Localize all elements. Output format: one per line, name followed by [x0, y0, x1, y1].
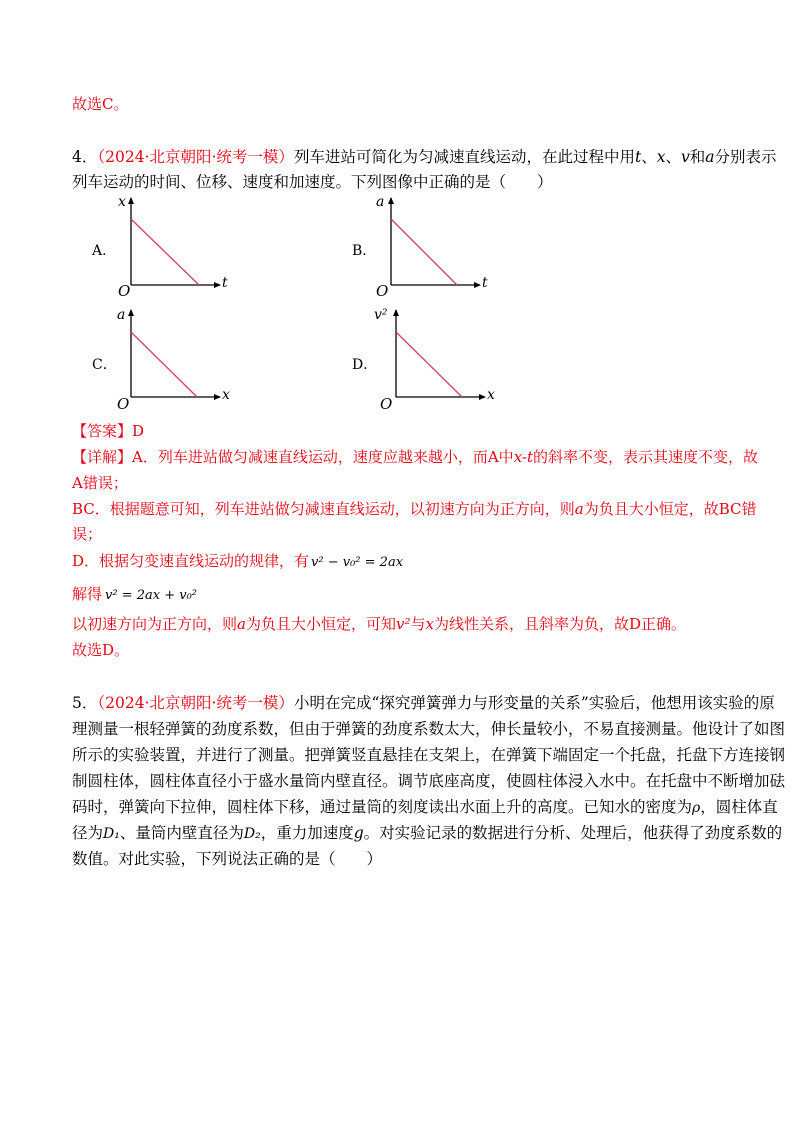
graph-d-y-label: v²	[374, 307, 388, 323]
option-d-label: D．	[352, 357, 378, 373]
q5-text: 、量筒内壁直径为	[119, 824, 244, 842]
var-x: x	[656, 148, 666, 166]
q4-detail-a	[72, 447, 758, 467]
detail-text: 为负且大小恒定，故BC错	[583, 500, 757, 518]
detail-text: D．根据匀变速直线运动的规律，有	[72, 552, 310, 570]
detail-text: A．列车进站做匀减速直线运动，速度应越来越小，而A中	[132, 448, 514, 466]
option-c-label: C．	[92, 357, 117, 373]
var-d1: D₁	[103, 826, 120, 842]
detail-text: 为线性关系，且斜率为负，故D正确。	[433, 615, 686, 633]
q4-stem-text: 分别表示	[714, 148, 777, 166]
q5-line2: 理测量一根轻弹簧的劲度系数，但由于弹簧的劲度系数太大，伸长量较小，不易直接测量。他设计了如图	[72, 720, 786, 738]
detail-text: 以初速方向为正方向，则	[72, 615, 238, 633]
q4-solve	[72, 584, 197, 606]
var-a: a	[237, 615, 246, 633]
q5-line3: 所示的实验装置，并进行了测量。把弹簧竖直悬挂在支架上，在弹簧下端固定一个托盘，托盘下方连接钢	[72, 746, 786, 764]
q4-stem-line2: 列车运动的时间、位移、速度和加速度。下列图像中正确的是（ ）	[72, 173, 553, 191]
var-xt: x-t	[513, 448, 533, 466]
graph-d	[396, 310, 485, 397]
q5-line7: 数值。对此实验，下列说法正确的是（ ）	[72, 850, 383, 868]
var-v2: v²	[395, 615, 411, 633]
option-b-label: B．	[352, 243, 377, 259]
q5-text: 码时，弹簧向下拉伸，圆柱体下移，通过量筒的刻度读出水面上升的高度。已知水的密度为	[72, 798, 693, 816]
graph-c-origin: O	[117, 395, 130, 413]
detail-head: 【详解】	[72, 448, 133, 466]
formula-kinematics: v² − v₀² = 2ax	[311, 555, 404, 570]
var-g: g	[353, 824, 364, 842]
graph-a-origin: O	[118, 282, 131, 300]
q5-text: 小明在完成“探究弹簧弹力与形变量的关系”实验后，他想用该实验的原	[293, 694, 775, 712]
detail-text: 为负且大小恒定，可知	[245, 615, 396, 633]
detail-text: 与	[410, 615, 426, 633]
q4-number: 4．	[72, 148, 98, 166]
formula-solution: v² = 2ax + v₀²	[105, 588, 198, 603]
var-d2: D₂	[243, 826, 261, 842]
graph-d-origin: O	[380, 395, 393, 413]
var-a: a	[574, 500, 584, 518]
graph-c	[131, 310, 220, 397]
q5-number: 5．	[72, 694, 98, 712]
detail-text: 的斜率不变，表示其速度不变，故	[532, 448, 758, 466]
q4-graphs	[0, 0, 800, 420]
option-a-label: A．	[92, 243, 117, 259]
sep: 、	[641, 148, 657, 166]
var-x: x	[425, 615, 434, 633]
var-v: v	[680, 148, 690, 166]
sep: 、	[665, 148, 681, 166]
q4-source: （2024·北京朝阳·统考一模）	[97, 148, 294, 166]
var-t: t	[634, 148, 642, 166]
graph-b-origin: O	[376, 282, 389, 300]
and-text: 和	[689, 148, 706, 166]
graph-b	[391, 198, 480, 285]
q5-line1	[72, 693, 775, 713]
q4-detail-bc	[72, 499, 757, 519]
graph-c-x-label: x	[222, 387, 230, 403]
q4-conclusion	[72, 614, 686, 634]
q4-detail-a-line2: A错误；	[72, 474, 128, 492]
q5-line4: 制圆柱体，圆柱体直径小于盛水量筒内壁直径。调节底座高度，使圆柱体浸入水中。在托盘中不断增加砝	[72, 772, 786, 790]
q5-source: （2024·北京朝阳·统考一模）	[97, 694, 294, 712]
q4-detail-bc-line2: 误；	[72, 525, 103, 543]
graph-a-x-label: t	[222, 275, 228, 291]
previous-conclusion: 故选C。	[72, 95, 129, 113]
detail-text: BC．根据题意可知，列车进站做匀减速直线运动，以初速方向为正方向，则	[72, 500, 575, 518]
graph-a-y-label: x	[118, 194, 126, 210]
q5-text: ，圆柱体直	[700, 798, 778, 816]
graph-b-y-label: a	[376, 194, 385, 210]
q5-line5	[72, 797, 778, 818]
q4-detail-d	[72, 551, 403, 573]
q5-text: ，重力加速度	[260, 824, 354, 842]
graph-a	[131, 198, 220, 285]
var-a: a	[705, 148, 715, 166]
graph-b-x-label: t	[482, 275, 488, 291]
q5-line6	[72, 823, 782, 844]
q5-text: 。对实验记录的数据进行分析、处理后，他获得了劲度系数的	[363, 824, 783, 842]
solve-label: 解得	[72, 585, 103, 603]
var-rho: ρ	[692, 800, 701, 816]
q4-answer: 【答案】D	[72, 422, 145, 440]
graph-d-x-label: x	[487, 387, 495, 403]
q4-final: 故选D。	[72, 641, 130, 659]
q5-text: 径为	[72, 824, 104, 842]
graph-c-y-label: a	[117, 307, 126, 323]
q4-stem-text: 列车进站可简化为匀减速直线运动，在此过程中用	[293, 148, 635, 166]
